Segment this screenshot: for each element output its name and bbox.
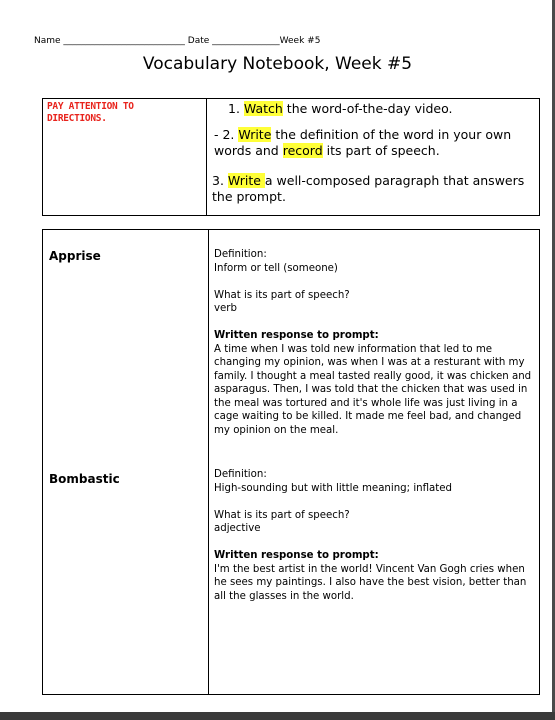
column-divider xyxy=(208,230,209,694)
directions-warning-cell xyxy=(43,99,207,215)
response-text: A time when I was told new information that led to me changing my opinion, was when I was at a resturant with my family. I thought a meal tasted really good, it was chicken and asparagus. Then, I was told that the chicken that was used in the meal was tortured and it's whole life was just living in a cage waiting to be killed. It made me feel bad, and changed my opinion on the meal. xyxy=(214,343,532,436)
step-2-prefix: - 2. xyxy=(214,127,239,142)
step-3-highlight: Write xyxy=(227,173,265,188)
step-2-text-b: its part of speech. xyxy=(322,143,440,158)
step-2-text-a: the definition of the word in your own words and xyxy=(214,127,512,158)
name-date-week-line: Name ___________________________ Date _______________Week #5 xyxy=(34,36,321,46)
part-of-speech-value: verb xyxy=(214,303,237,314)
response-label: Written response to prompt: xyxy=(214,330,379,341)
step-2 xyxy=(214,127,534,159)
step-1-text: the word-of-the-day video. xyxy=(282,101,453,116)
step-3-text: a well-composed paragraph that answers the prompt. xyxy=(212,173,525,204)
definition-text: Inform or tell (someone) xyxy=(214,262,338,274)
vocab-word-bombastic: Bombastic xyxy=(49,472,120,486)
step-3 xyxy=(212,173,532,205)
definition-text: High-sounding but with little meaning; inflated xyxy=(214,482,452,494)
page-title: Vocabulary Notebook, Week #5 xyxy=(142,54,413,74)
directions-warning: PAY ATTENTION TO DIRECTIONS. xyxy=(47,101,134,124)
step-2-highlight-2: record xyxy=(282,143,323,158)
step-2-highlight: Write xyxy=(238,127,272,142)
part-of-speech-label: What is its part of speech? xyxy=(214,289,350,301)
vocab-entry-bombastic xyxy=(214,468,536,603)
step-3-prefix: 3. xyxy=(212,173,228,188)
directions-table xyxy=(42,98,540,216)
vocab-entry-apprise xyxy=(214,248,536,437)
definition-label: Definition: xyxy=(214,469,267,480)
response-label: Written response to prompt: xyxy=(214,550,379,561)
page-bottom-shadow xyxy=(0,712,555,720)
directions-steps-cell xyxy=(208,99,539,215)
vocab-word-apprise: Apprise xyxy=(49,249,101,263)
vocabulary-table xyxy=(42,229,540,695)
definition-label: Definition: xyxy=(214,249,267,260)
part-of-speech-label: What is its part of speech? xyxy=(214,509,350,521)
step-1 xyxy=(228,101,453,117)
part-of-speech-value: adjective xyxy=(214,523,261,534)
response-text: I'm the best artist in the world! Vincent Van Gogh cries when he sees my paintings. I also have the best vision, better than all the glasses in the world. xyxy=(214,563,527,602)
step-1-prefix: 1. xyxy=(228,101,244,116)
step-1-highlight: Watch xyxy=(243,101,283,116)
